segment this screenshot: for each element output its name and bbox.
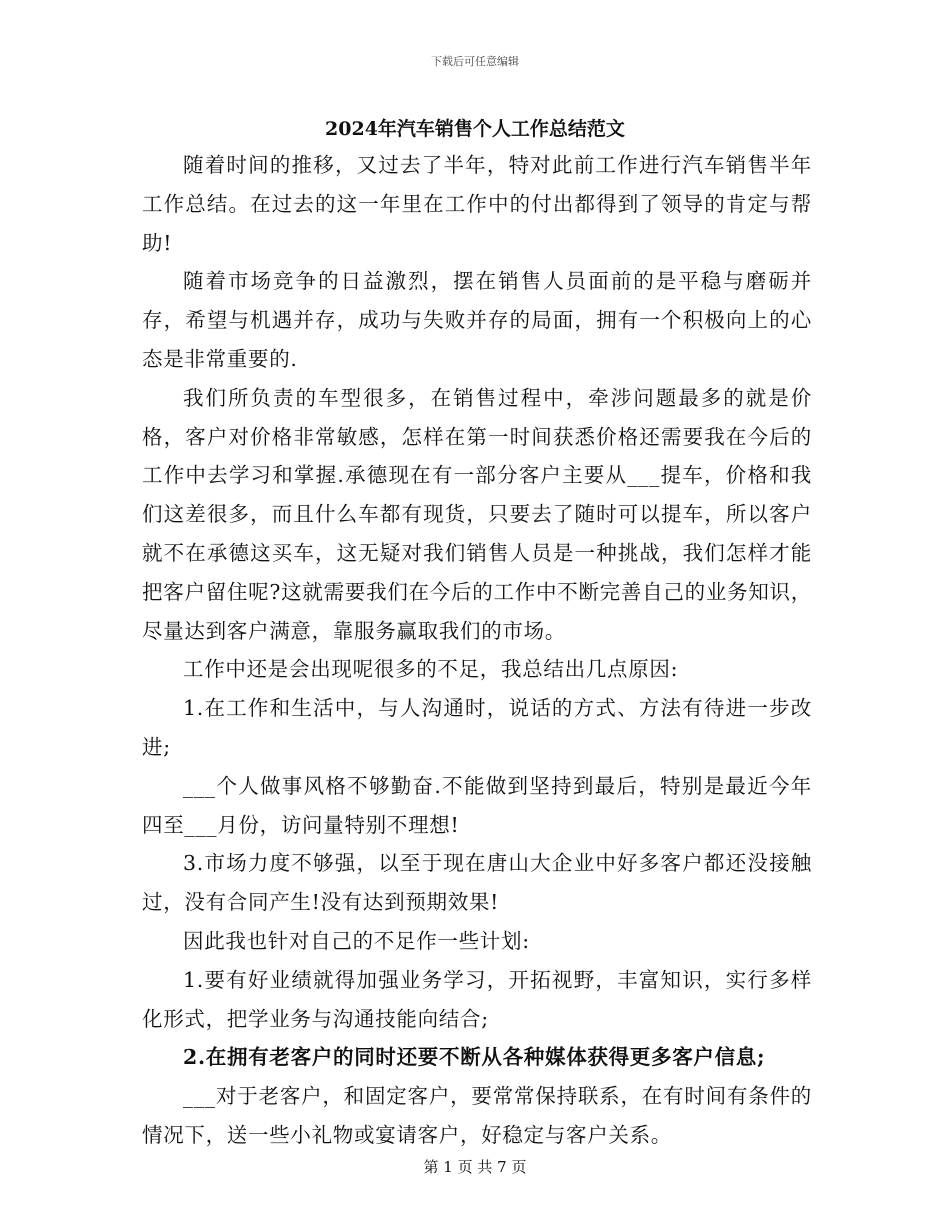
paragraph-plan-1: 1.要有好业绩就得加强业务学习，开拓视野，丰富知识，实行多样化形式，把学业务与沟通技能向结合; <box>142 967 812 1031</box>
paragraph-plan-2: 2.在拥有老客户的同时还要不断从各种媒体获得更多客户信息; <box>183 1045 766 1070</box>
page-number: 第 1 页 共 7 页 <box>423 1158 527 1176</box>
document-body <box>142 146 812 1155</box>
paragraph-intro: 随着时间的推移，又过去了半年，特对此前工作进行汽车销售半年工作总结。在过去的这一年里在工作中的付出都得到了领导的肯定与帮助! <box>142 153 812 255</box>
paragraph-market: 随着市场竞争的日益激烈，摆在销售人员面前的是平稳与磨砺并存，希望与机遇并存，成功与失败并存的局面，拥有一个积极向上的心态是非常重要的. <box>142 269 812 371</box>
paragraph-shortcoming-2: ___个人做事风格不够勤奋.不能做到坚持到最后，特别是最近今年四至___月份，访问量特别不理想! <box>142 773 812 837</box>
page-title: 2024年汽车销售个人工作总结范文 <box>325 118 625 140</box>
paragraph-shortcomings-intro: 工作中还是会出现呢很多的不足，我总结出几点原因: <box>183 657 679 682</box>
paragraph-plans-intro: 因此我也针对自己的不足作一些计划: <box>183 928 530 953</box>
paragraph-plan-3: ___对于老客户，和固定客户，要常常保持联系，在有时间有条件的情况下，送一些小礼物或宴请客户，好稳定与客户关系。 <box>142 1084 812 1147</box>
paragraph-shortcoming-1: 1.在工作和生活中，与人沟通时，说话的方式、方法有待进一步改进; <box>142 696 812 759</box>
paragraph-pricing: 我们所负责的车型很多，在销售过程中，牵涉问题最多的就是价格，客户对价格非常敏感，怎样在第一时间获悉价格还需要我在今后的工作中去学习和掌握.承德现在有一部分客户主要从___提车，价格和我们这差很多，而且什么车都有现货，只要去了随时可以提车，所以客户就不在承德这买车，这无疑对我们销售人员是一种挑战，我们怎样才能把客户留住呢?这就需要我们在今后的工作中不断完善自己的业务知识，尽量达到客户满意，靠服务赢取我们的市场。 <box>142 385 812 643</box>
page-header: 下载后可任意编辑 <box>431 55 519 68</box>
paragraph-shortcoming-3: 3.市场力度不够强，以至于现在唐山大企业中好多客户都还没接触过，没有合同产生!没有达到预期效果! <box>142 851 812 915</box>
